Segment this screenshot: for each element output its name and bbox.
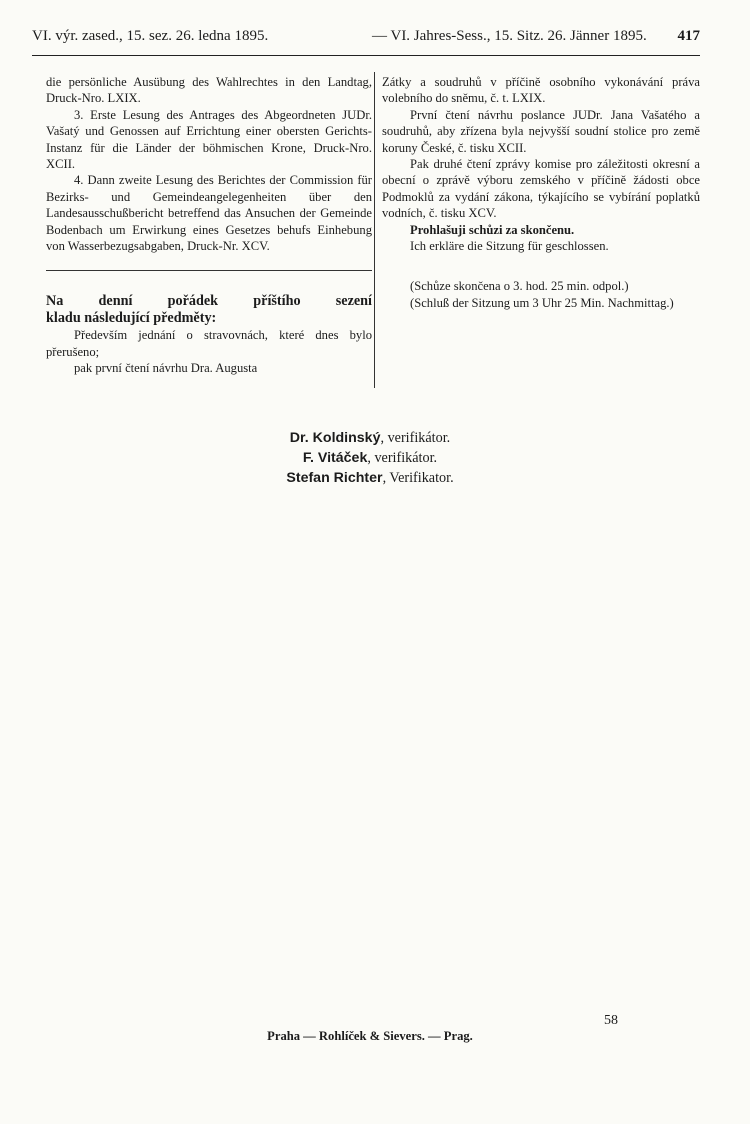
verifier-1-name: Dr. Koldinský — [289, 430, 381, 446]
left-paragraph-3: 4. Dann zweite Lesung des Berichtes der Commission für Bezirks- und Gemeindeangelegenheiten über den Landesausschußbericht betreffend das Ansuchen der Gemeinde Bodenbach um Erwirkung eines Gesetzes behufs Einhebung von Wasserbezugsabgaben, Druck-Nr. XCV. — [46, 173, 372, 254]
left-paragraph-1: die persönliche Ausübung des Wahlrechtes in den Landtag, Druck-Nro. LXIX. — [46, 75, 372, 106]
right-paragraph-1: Zátky a soudruhů v příčině osobního vykonávání práva volebního do sněmu, č. t. LXIX. — [382, 75, 700, 106]
page-number: 417 — [677, 28, 700, 44]
german-column — [46, 74, 372, 377]
header-german — [372, 28, 647, 45]
running-header — [32, 28, 700, 50]
verifier-1 — [200, 428, 540, 448]
end-note-german: (Schluß der Sitzung um 3 Uhr 25 Min. Nachmittag.) — [410, 295, 674, 310]
verifier-2-role: , verifikátor. — [367, 450, 438, 466]
verifier-3 — [200, 468, 540, 488]
agenda-heading-line-1: Na denní pořádek příštího sezení — [46, 293, 372, 310]
verifier-2 — [200, 448, 540, 468]
right-paragraph-3: Pak druhé čtení zprávy komise pro záležitosti okresní a obecní o zprávě výboru zemského v příčině žádosti obce Podmoklů za vydání zákona, týkajícího se vybírání poplatků vodních, č. tisku XCV. — [382, 157, 700, 221]
verifier-2-name: F. Vitáček — [302, 450, 368, 466]
left-paragraph-2: 3. Erste Lesung des Antrages des Abgeordneten JUDr. Vašatý und Genossen auf Errichtung einer obersten Gerichts-Instanz für die Länder der böhmischen Krone, Druck-Nro. XCII. — [46, 107, 372, 172]
verification-block — [200, 428, 540, 488]
verifier-3-role: , Verifikator. — [382, 470, 454, 486]
agenda-item-2: pak první čtení návrhu Dra. Augusta — [74, 361, 258, 376]
verifier-3-name: Stefan Richter — [286, 470, 383, 486]
printer-imprint: Praha — Rohlíček & Sievers. — Prag. — [267, 1029, 473, 1043]
closing-german: Ich erkläre die Sitzung für geschlossen. — [410, 239, 609, 254]
czech-column — [382, 74, 700, 311]
header-separator: — — [372, 28, 387, 44]
agenda-heading-line-2: kladu následující předměty: — [46, 310, 217, 327]
closing-czech: Prohlašuji schůzi za skončenu. — [410, 222, 575, 237]
right-paragraph-2: První čtení návrhu poslance JUDr. Jana Vašatého a soudruhů, aby zřízena byla nejvyšší soudní stolice pro země koruny České, č. tisku XCII. — [382, 107, 700, 155]
column-divider — [374, 72, 375, 388]
verifier-1-role: , verifikátor. — [380, 430, 451, 446]
header-czech: VI. výr. zased., 15. sez. 26. ledna 1895. — [32, 28, 269, 44]
section-rule — [46, 270, 372, 271]
agenda-item-1: Především jednání o stravovnách, které dnes bylo přerušeno; — [46, 328, 372, 359]
sheet-number: 58 — [604, 1013, 618, 1028]
end-note-czech: (Schůze skončena o 3. hod. 25 min. odpol.) — [410, 279, 629, 294]
header-german-text: VI. Jahres-Sess., 15. Sitz. 26. Jänner 1895. — [390, 28, 647, 44]
header-rule — [32, 55, 700, 56]
